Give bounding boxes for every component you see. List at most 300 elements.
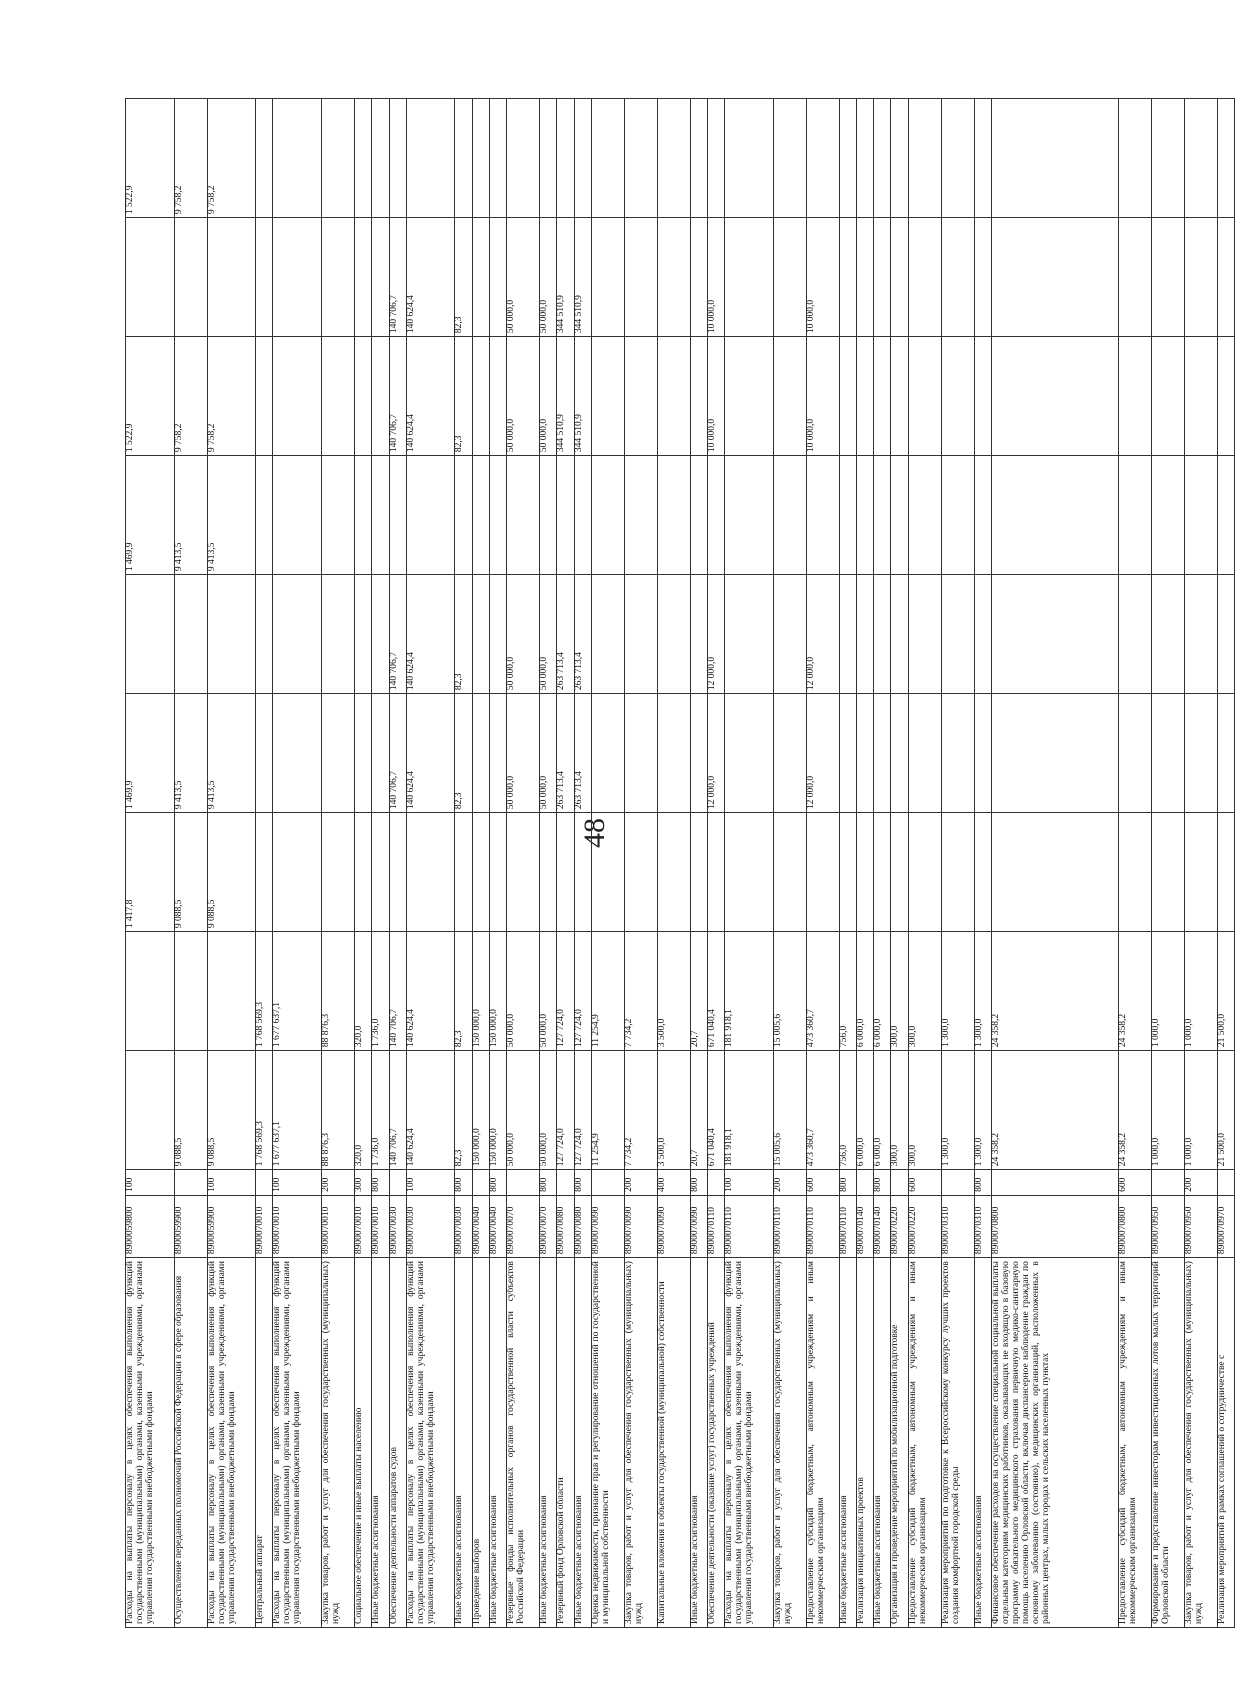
row-value-cell: [207, 575, 256, 694]
row-value-cell: [624, 456, 657, 575]
table-row: [174, 99, 207, 1628]
row-value-cell: [908, 456, 941, 575]
row-value-cell: [372, 218, 389, 337]
row-expense-type-cell: 600: [1118, 1170, 1151, 1196]
row-value-cell: 11 254,9: [591, 932, 624, 1051]
row-value-cell: [472, 99, 489, 218]
row-name-cell: Закупка товаров, работ и услуг для обеспечения государственных (муниципальных) нужд: [773, 1258, 806, 1628]
row-name-cell: Иные бюджетные ассигнования: [455, 1258, 472, 1628]
row-value-cell: [472, 813, 489, 932]
row-name-cell: Оценка недвижимости, признание прав и регулирование отношений по государственной и муниципальной собственности: [591, 1258, 624, 1628]
row-value-cell: [839, 813, 856, 932]
row-value-cell: [856, 813, 873, 932]
row-value-cell: [256, 456, 273, 575]
row-name-cell: Реализация мероприятий по подготовке к Всероссийскому конкурсу лучших проектов создания комфортной городской среды: [941, 1258, 974, 1628]
row-value-cell: [856, 218, 873, 337]
row-value-cell: 300,0: [891, 1051, 908, 1170]
row-value-cell: [657, 456, 690, 575]
row-value-cell: [657, 218, 690, 337]
row-value-cell: [455, 99, 472, 218]
table-row: [690, 99, 707, 1628]
row-code-cell: 8900070110: [773, 1195, 806, 1257]
row-expense-type-cell: 200: [322, 1170, 355, 1196]
row-value-cell: 88 876,3: [322, 1051, 355, 1170]
row-name-cell: Социальное обеспечение и иные выплаты населению: [355, 1258, 372, 1628]
row-value-cell: 140 624,4: [406, 1051, 455, 1170]
row-expense-type-cell: 100: [126, 1170, 175, 1196]
row-value-cell: 12 000,0: [707, 575, 724, 694]
row-value-cell: 50 000,0: [540, 575, 557, 694]
row-value-cell: 82,3: [455, 1051, 472, 1170]
row-value-cell: [839, 337, 856, 456]
row-name-cell: Закупка товаров, работ и услуг для обеспечения государственных (муниципальных) нужд: [1184, 1258, 1217, 1628]
row-value-cell: 9 758,2: [207, 337, 256, 456]
row-code-cell: 8900070310: [974, 1195, 991, 1257]
row-value-cell: [540, 813, 557, 932]
row-value-cell: [690, 694, 707, 813]
row-value-cell: 756,0: [839, 1051, 856, 1170]
row-value-cell: [839, 456, 856, 575]
row-value-cell: 1 768 569,3: [256, 1051, 273, 1170]
row-value-cell: 9 413,5: [174, 694, 207, 813]
table-row: [472, 99, 489, 1628]
row-value-cell: [574, 99, 591, 218]
row-value-cell: [773, 694, 806, 813]
row-value-cell: [974, 456, 991, 575]
row-value-cell: 344 510,9: [574, 218, 591, 337]
row-value-cell: 300,0: [908, 1051, 941, 1170]
table-row: [507, 99, 540, 1628]
row-name-cell: Закупка товаров, работ и услуг для обеспечения государственных (муниципальных) нужд: [624, 1258, 657, 1628]
row-value-cell: [839, 99, 856, 218]
table-row: [1184, 99, 1217, 1628]
row-value-cell: [372, 575, 389, 694]
row-value-cell: 6 000,0: [856, 932, 873, 1051]
row-value-cell: [690, 575, 707, 694]
row-code-cell: 8900070010: [273, 1195, 322, 1257]
row-value-cell: [1184, 694, 1217, 813]
table-row: [624, 99, 657, 1628]
row-value-cell: 1 300,0: [974, 932, 991, 1051]
row-value-cell: 50 000,0: [540, 337, 557, 456]
row-value-cell: [489, 575, 506, 694]
row-value-cell: 24 358,2: [1118, 932, 1151, 1051]
row-value-cell: 1 677 637,1: [273, 1051, 322, 1170]
row-value-cell: [974, 218, 991, 337]
row-value-cell: [839, 218, 856, 337]
row-value-cell: 1 522,9: [126, 99, 175, 218]
row-value-cell: 1 417,8: [126, 813, 175, 932]
row-value-cell: [707, 456, 724, 575]
row-value-cell: [1184, 218, 1217, 337]
row-value-cell: [725, 218, 774, 337]
row-value-cell: 9 413,5: [174, 456, 207, 575]
row-expense-type-cell: [557, 1170, 574, 1196]
row-value-cell: [941, 813, 974, 932]
row-value-cell: [574, 456, 591, 575]
row-value-cell: 127 724,0: [574, 1051, 591, 1170]
row-value-cell: [991, 99, 1118, 218]
row-value-cell: [256, 218, 273, 337]
row-value-cell: [489, 337, 506, 456]
row-expense-type-cell: [891, 1170, 908, 1196]
row-value-cell: 473 360,7: [806, 1051, 839, 1170]
row-value-cell: [657, 813, 690, 932]
row-expense-type-cell: 800: [455, 1170, 472, 1196]
row-name-cell: Капитальные вложения в объекты государственной (муниципальной) собственности: [657, 1258, 690, 1628]
row-value-cell: 320,0: [355, 1051, 372, 1170]
row-value-cell: 263 713,4: [557, 575, 574, 694]
row-value-cell: [472, 337, 489, 456]
row-value-cell: [389, 813, 406, 932]
row-value-cell: [1118, 813, 1151, 932]
row-code-cell: 8900059900: [174, 1195, 207, 1257]
row-value-cell: [322, 575, 355, 694]
row-name-cell: Предоставление субсидий бюджетным, автономным учреждениям и иным некоммерческим организациям: [806, 1258, 839, 1628]
row-value-cell: 150 000,0: [472, 932, 489, 1051]
row-name-cell: Формирование и представление инвесторам инвестиционных лотов малых территорий Орловской области: [1151, 1258, 1184, 1628]
row-value-cell: [355, 575, 372, 694]
row-value-cell: 9 088,5: [207, 1051, 256, 1170]
row-value-cell: [891, 99, 908, 218]
row-value-cell: 7 734,2: [624, 1051, 657, 1170]
row-value-cell: [991, 337, 1118, 456]
row-value-cell: [991, 456, 1118, 575]
row-value-cell: [1217, 813, 1234, 932]
row-value-cell: 1 000,0: [1184, 1051, 1217, 1170]
row-value-cell: [806, 813, 839, 932]
row-value-cell: [507, 813, 540, 932]
row-value-cell: 9 088,5: [207, 813, 256, 932]
row-value-cell: 15 005,6: [773, 1051, 806, 1170]
row-value-cell: 140 624,4: [406, 218, 455, 337]
table-row: [207, 99, 256, 1628]
row-value-cell: [657, 575, 690, 694]
row-value-cell: 300,0: [908, 932, 941, 1051]
row-code-cell: 8900070140: [856, 1195, 873, 1257]
row-value-cell: 82,3: [455, 694, 472, 813]
row-expense-type-cell: [256, 1170, 273, 1196]
row-code-cell: 8900070070: [507, 1195, 540, 1257]
row-code-cell: 8900070140: [874, 1195, 891, 1257]
row-name-cell: Расходы на выплаты персоналу в целях обеспечения выполнения функций государственными (муниципальными) органами, казенными учреждениями, органами управления государственными внебюджетными фондами: [406, 1258, 455, 1628]
row-value-cell: [406, 813, 455, 932]
row-value-cell: [974, 575, 991, 694]
row-value-cell: [574, 813, 591, 932]
row-name-cell: Резервный фонд Орловской области: [557, 1258, 574, 1628]
row-value-cell: [657, 694, 690, 813]
row-expense-type-cell: 800: [574, 1170, 591, 1196]
row-name-cell: Иные бюджетные ассигнования: [540, 1258, 557, 1628]
row-value-cell: 140 706,7: [389, 575, 406, 694]
row-value-cell: 50 000,0: [507, 337, 540, 456]
row-name-cell: Реализация мероприятий в рамках соглашений о сотрудничестве с: [1217, 1258, 1234, 1628]
row-value-cell: 1 736,0: [372, 932, 389, 1051]
table-body: [126, 99, 1235, 1628]
row-value-cell: [908, 218, 941, 337]
row-value-cell: [725, 99, 774, 218]
row-value-cell: 263 713,4: [557, 694, 574, 813]
row-value-cell: [472, 218, 489, 337]
row-value-cell: [1118, 218, 1151, 337]
row-value-cell: 140 624,4: [406, 337, 455, 456]
row-expense-type-cell: 800: [690, 1170, 707, 1196]
row-name-cell: Иные бюджетные ассигнования: [372, 1258, 389, 1628]
row-expense-type-cell: 100: [406, 1170, 455, 1196]
row-value-cell: 344 510,9: [557, 218, 574, 337]
row-value-cell: [891, 218, 908, 337]
row-value-cell: 9 758,2: [207, 99, 256, 218]
row-value-cell: 50 000,0: [507, 694, 540, 813]
row-value-cell: [891, 456, 908, 575]
row-value-cell: 20,7: [690, 932, 707, 1051]
row-value-cell: [540, 456, 557, 575]
row-code-cell: 8900070010: [372, 1195, 389, 1257]
row-value-cell: [389, 99, 406, 218]
row-value-cell: [207, 218, 256, 337]
row-value-cell: [908, 694, 941, 813]
row-value-cell: [1184, 337, 1217, 456]
row-value-cell: [591, 813, 624, 932]
row-value-cell: [908, 337, 941, 456]
row-value-cell: [991, 575, 1118, 694]
row-expense-type-cell: [856, 1170, 873, 1196]
table-row: [974, 99, 991, 1628]
row-value-cell: [874, 99, 891, 218]
row-value-cell: [806, 456, 839, 575]
row-value-cell: [991, 694, 1118, 813]
table-row: [574, 99, 591, 1628]
row-value-cell: [372, 813, 389, 932]
row-value-cell: [806, 99, 839, 218]
row-expense-type-cell: 600: [908, 1170, 941, 1196]
row-code-cell: 8900070090: [690, 1195, 707, 1257]
row-expense-type-cell: [991, 1170, 1118, 1196]
row-value-cell: [591, 99, 624, 218]
table-row: [126, 99, 175, 1628]
row-code-cell: 8900070090: [591, 1195, 624, 1257]
row-expense-type-cell: 200: [773, 1170, 806, 1196]
row-value-cell: [1151, 218, 1184, 337]
row-value-cell: [1184, 575, 1217, 694]
row-value-cell: [856, 575, 873, 694]
row-code-cell: 8900070800: [1118, 1195, 1151, 1257]
row-expense-type-cell: 200: [624, 1170, 657, 1196]
row-value-cell: [974, 813, 991, 932]
row-value-cell: [207, 932, 256, 1051]
row-value-cell: 50 000,0: [507, 218, 540, 337]
row-code-cell: 8900070040: [472, 1195, 489, 1257]
row-value-cell: [725, 813, 774, 932]
row-value-cell: 181 918,1: [725, 1051, 774, 1170]
table-row: [874, 99, 891, 1628]
row-value-cell: [908, 813, 941, 932]
table-row: [372, 99, 389, 1628]
row-name-cell: Предоставление субсидий бюджетным, автономным учреждениям и иным некоммерческим организациям: [908, 1258, 941, 1628]
row-value-cell: [941, 218, 974, 337]
row-value-cell: [941, 694, 974, 813]
row-value-cell: [690, 99, 707, 218]
table-row: [322, 99, 355, 1628]
row-value-cell: [624, 813, 657, 932]
row-value-cell: [406, 99, 455, 218]
row-value-cell: [273, 575, 322, 694]
row-value-cell: 10 000,0: [707, 218, 724, 337]
row-value-cell: 150 000,0: [489, 932, 506, 1051]
row-value-cell: [406, 456, 455, 575]
row-expense-type-cell: 300: [355, 1170, 372, 1196]
row-value-cell: [389, 456, 406, 575]
row-value-cell: 263 713,4: [574, 575, 591, 694]
row-value-cell: [322, 813, 355, 932]
row-value-cell: [1151, 456, 1184, 575]
row-value-cell: 756,0: [839, 932, 856, 1051]
table-row: [856, 99, 873, 1628]
row-name-cell: Предоставление субсидий бюджетным, автономным учреждениям и иным некоммерческим организациям: [1118, 1258, 1151, 1628]
row-name-cell: Расходы на выплаты персоналу в целях обеспечения выполнения функций государственными (муниципальными) органами, казенными учреждениями, органами управления государственными внебюджетными фондами: [207, 1258, 256, 1628]
table-row: [891, 99, 908, 1628]
row-value-cell: [507, 456, 540, 575]
row-value-cell: [856, 694, 873, 813]
table-row: [908, 99, 941, 1628]
table-row: [455, 99, 472, 1628]
row-value-cell: [1217, 218, 1234, 337]
row-name-cell: Осуществление переданных полномочий Российской Федерации в сфере образования: [174, 1258, 207, 1628]
row-name-cell: Обеспечение деятельности аппаратов судов: [389, 1258, 406, 1628]
row-value-cell: 9 413,5: [207, 694, 256, 813]
row-value-cell: [725, 575, 774, 694]
row-value-cell: 24 358,2: [991, 932, 1118, 1051]
row-value-cell: [941, 337, 974, 456]
row-value-cell: 1 677 637,1: [273, 932, 322, 1051]
row-code-cell: 8900070220: [908, 1195, 941, 1257]
row-value-cell: [624, 337, 657, 456]
table-row: [489, 99, 506, 1628]
row-value-cell: [591, 575, 624, 694]
row-value-cell: 12 000,0: [806, 575, 839, 694]
row-value-cell: [355, 218, 372, 337]
row-expense-type-cell: 800: [974, 1170, 991, 1196]
row-value-cell: 1 522,9: [126, 337, 175, 456]
table-row: [256, 99, 273, 1628]
row-value-cell: [489, 694, 506, 813]
row-value-cell: 82,3: [455, 575, 472, 694]
row-value-cell: [856, 337, 873, 456]
row-value-cell: 140 624,4: [406, 694, 455, 813]
row-value-cell: [657, 337, 690, 456]
row-value-cell: [557, 813, 574, 932]
row-code-cell: 8900070080: [557, 1195, 574, 1257]
row-value-cell: [126, 932, 175, 1051]
row-value-cell: [591, 218, 624, 337]
row-value-cell: 88 876,3: [322, 932, 355, 1051]
row-value-cell: [624, 99, 657, 218]
row-name-cell: Иные бюджетные ассигнования: [839, 1258, 856, 1628]
row-code-cell: 8900070090: [657, 1195, 690, 1257]
row-name-cell: Обеспечение деятельности (оказание услуг) государственных учреждений: [707, 1258, 724, 1628]
row-value-cell: [472, 694, 489, 813]
row-value-cell: [273, 99, 322, 218]
row-value-cell: [489, 813, 506, 932]
row-value-cell: [472, 575, 489, 694]
row-value-cell: 671 040,4: [707, 1051, 724, 1170]
row-value-cell: 344 510,9: [574, 337, 591, 456]
table-row: [991, 99, 1118, 1628]
table-row: [406, 99, 455, 1628]
row-value-cell: 1 300,0: [941, 932, 974, 1051]
row-value-cell: 150 000,0: [472, 1051, 489, 1170]
row-value-cell: [174, 932, 207, 1051]
row-expense-type-cell: [389, 1170, 406, 1196]
row-name-cell: Реализация инициативных проектов: [856, 1258, 873, 1628]
row-value-cell: 263 713,4: [574, 694, 591, 813]
row-code-cell: 8900070950: [1184, 1195, 1217, 1257]
row-value-cell: [725, 694, 774, 813]
row-value-cell: 9 758,2: [174, 99, 207, 218]
row-expense-type-cell: [591, 1170, 624, 1196]
row-code-cell: 8900070950: [1151, 1195, 1184, 1257]
row-value-cell: [1118, 456, 1151, 575]
row-expense-type-cell: [174, 1170, 207, 1196]
row-value-cell: [725, 456, 774, 575]
row-value-cell: [322, 218, 355, 337]
row-value-cell: 140 706,7: [389, 337, 406, 456]
row-value-cell: 50 000,0: [540, 932, 557, 1051]
row-value-cell: 9 413,5: [207, 456, 256, 575]
table-row: [806, 99, 839, 1628]
row-value-cell: 1 469,9: [126, 694, 175, 813]
row-value-cell: [557, 99, 574, 218]
row-value-cell: [908, 99, 941, 218]
row-value-cell: [273, 456, 322, 575]
row-expense-type-cell: 800: [372, 1170, 389, 1196]
table-row: [941, 99, 974, 1628]
row-value-cell: 82,3: [455, 218, 472, 337]
row-value-cell: [1151, 337, 1184, 456]
row-value-cell: [1151, 813, 1184, 932]
row-value-cell: [472, 456, 489, 575]
row-value-cell: [174, 575, 207, 694]
row-value-cell: [322, 337, 355, 456]
row-expense-type-cell: [941, 1170, 974, 1196]
row-code-cell: 8900070030: [389, 1195, 406, 1257]
row-value-cell: 9 088,5: [174, 1051, 207, 1170]
row-code-cell: 8900070080: [574, 1195, 591, 1257]
row-value-cell: 150 000,0: [489, 1051, 506, 1170]
row-value-cell: [174, 218, 207, 337]
row-value-cell: [773, 337, 806, 456]
row-value-cell: [891, 813, 908, 932]
table-row: [657, 99, 690, 1628]
row-value-cell: 1 300,0: [941, 1051, 974, 1170]
row-name-cell: Финансовое обеспечение расходов на осуществление специальной социальной выплаты отдельным категориям медицинских работников, оказывающих не входящую в базовую программу обязательного медицинского страхования первичную медико-санитарную помощь населению Орловской области, включая диспансерное наблюдение граждан по основному заболеванию (состоянию), медицинских организаций, расположенных в районных центрах, малых городах и сельских населенных пунктах: [991, 1258, 1118, 1628]
row-value-cell: 1 000,0: [1184, 932, 1217, 1051]
row-value-cell: [273, 694, 322, 813]
row-value-cell: 50 000,0: [540, 218, 557, 337]
row-value-cell: [322, 694, 355, 813]
row-value-cell: 140 624,4: [406, 575, 455, 694]
row-value-cell: [256, 99, 273, 218]
row-value-cell: [941, 99, 974, 218]
row-code-cell: 8900070800: [991, 1195, 1118, 1257]
row-value-cell: 1 469,9: [126, 456, 175, 575]
row-value-cell: [773, 218, 806, 337]
row-value-cell: [273, 337, 322, 456]
row-name-cell: Иные бюджетные ассигнования: [874, 1258, 891, 1628]
row-value-cell: [489, 218, 506, 337]
row-value-cell: [974, 337, 991, 456]
row-value-cell: [1118, 337, 1151, 456]
